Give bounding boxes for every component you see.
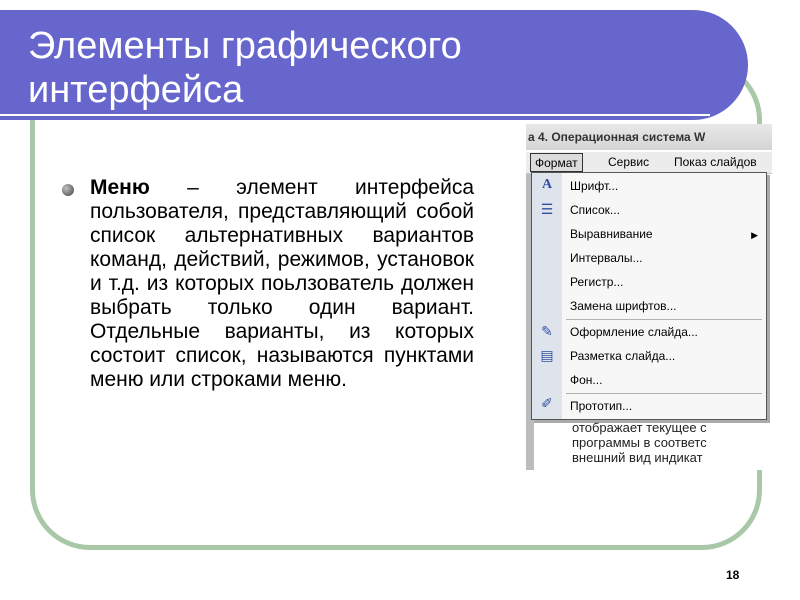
- bullet-body: – элемент интерфейса пользователя, представляющий собой список альтернативных вариантов команд, действий, режимов, установок и т.д. из которых поьлзователь должен выбрать только один вариант. Отдельные варианты, из которых состоит список, называются пунктами меню или строками меню.: [90, 176, 474, 391]
- format-dropdown: [531, 172, 767, 420]
- page-number: 18: [726, 568, 740, 582]
- prototype-icon: ✐: [541, 395, 553, 411]
- menu-item-font[interactable]: Шрифт...: [570, 179, 619, 193]
- menu-screenshot: [526, 124, 772, 470]
- title-bar: [0, 10, 748, 120]
- design-icon: ✎: [541, 323, 553, 339]
- menu-item-alignment-label: Выравнивание: [570, 227, 653, 241]
- menu-item-background[interactable]: Фон...: [570, 373, 603, 387]
- submenu-arrow-icon: ▶: [751, 230, 758, 240]
- bullet-text: [90, 176, 474, 392]
- menu-service[interactable]: Сервис: [608, 155, 650, 169]
- screenshot-header: а 4. Операционная система W: [526, 124, 772, 150]
- menu-item-alignment[interactable]: [570, 227, 760, 241]
- tail-line: отображает текущее с: [572, 420, 707, 435]
- menu-item-slide-layout[interactable]: Разметка слайда...: [570, 349, 676, 363]
- menu-format[interactable]: Формат: [530, 153, 583, 172]
- menu-item-slide-design[interactable]: Оформление слайда...: [570, 325, 698, 339]
- tail-line: внешний вид индикат: [572, 450, 703, 465]
- bullet-term: Меню: [90, 176, 150, 199]
- menu-item-list[interactable]: Список...: [570, 203, 620, 217]
- menu-separator: [566, 319, 762, 320]
- tail-line: программы в соответс: [572, 435, 707, 450]
- list-icon: ☰: [540, 201, 554, 217]
- title-line-1: Элементы графического: [28, 25, 462, 67]
- font-a-icon: A: [541, 177, 553, 192]
- menu-item-prototype[interactable]: Прототип...: [570, 399, 633, 413]
- menu-separator: [566, 393, 762, 394]
- slide-title: [28, 24, 708, 112]
- title-underline: [0, 114, 710, 116]
- menu-item-intervals[interactable]: Интервалы...: [570, 251, 643, 265]
- bullet-icon: [62, 184, 74, 196]
- menu-item-case[interactable]: Регистр...: [570, 275, 624, 289]
- menu-item-replace-fonts[interactable]: Замена шрифтов...: [570, 299, 677, 313]
- layout-icon: ▤: [540, 347, 554, 363]
- title-line-2: интерфейса: [28, 69, 244, 111]
- menu-slideshow[interactable]: Показ слайдов: [674, 155, 757, 169]
- screenshot-menubar: [526, 152, 772, 174]
- screenshot-tail-text: [572, 420, 772, 465]
